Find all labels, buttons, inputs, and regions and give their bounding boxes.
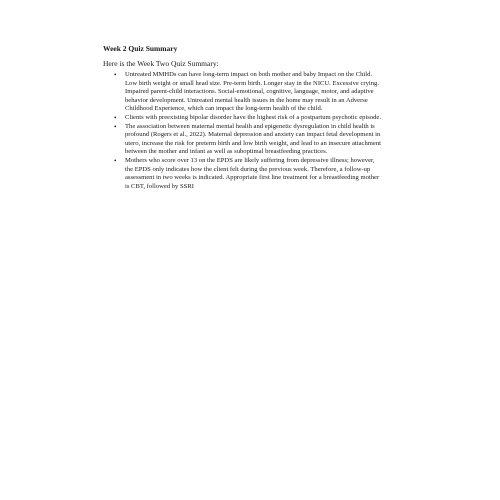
bullet-text: Untreated MMHDs can have long-term impact on both mother and baby Impact on the Child. Low birth weight or small head size. Pre-term birth. Longer stay in the NICU. Excessive crying. Impaired parent-child interactions. Social-emotional, cognitive, language, motor, and adaptive behavior development. Untreated mental health issues in the home may result in an Adverse Childhood Experience, which can impact the long-term health of the child. [125,71,379,113]
document-heading: Week 2 Quiz Summary [103,44,178,53]
intro-text: Here is the Week Two Quiz Summary: [103,59,219,68]
list-item [103,71,383,114]
document-content [103,44,383,191]
bullet-list [103,71,383,191]
list-item [103,123,383,157]
list-item [103,114,383,123]
bullet-text: The association between maternal mental health and epigenetic dysregulation in child health is profound (Rogers et al., 2022). Maternal depression and anxiety can impact fetal development in utero, increase the risk for preterm birth and low birth weight, and lead to an insecure attachment between the mother and infant as well as suboptimal breastfeeding practices. [125,122,381,156]
bullet-text: Clients with preexisting bipolar disorder have the highest risk of a postpartum psychotic episode. [125,113,382,121]
bullet-point-icon: • [114,71,117,79]
bullet-point-icon: • [114,122,117,131]
bullet-point-icon: • [114,156,117,165]
list-item [103,157,383,191]
bullet-text: Mothers who score over 13 on the EPDS are likely suffering from depressive illness; however, the EPDS only indicates how the client felt during the previous week. Therefore, a follow-up assessment in two weeks is indicated. Appropriate first line treatment for a breastfeeding mother is CBT, followed by SSRI [125,156,380,190]
bullet-point-icon: • [114,113,117,122]
